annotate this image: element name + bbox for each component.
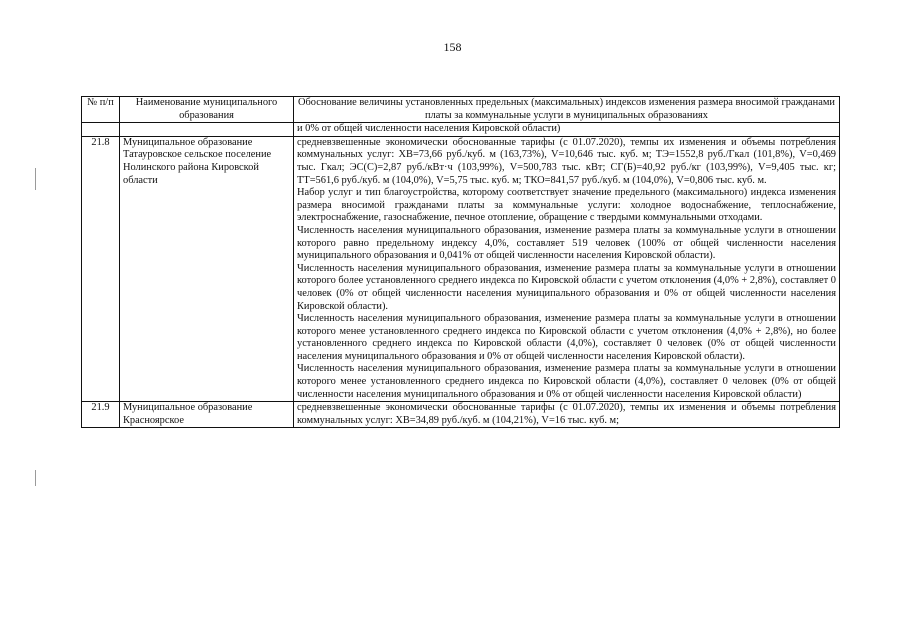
basis-paragraph: Численность населения муниципального образования, изменение размера платы за коммунальные услуги в отношении которого равно предельному индексу 4,0%, составляет 519 человек (100% от общей численности населения муниципального образования и 0,041% от общей численности населения Кировской области). bbox=[297, 224, 836, 262]
header-basis: Обоснование величины установленных предельных (максимальных) индексов изменения размера вносимой гражданами платы за коммунальные услуги в муниципальных образованиях bbox=[294, 97, 840, 123]
header-municipality: Наименование муниципального образования bbox=[120, 97, 294, 123]
row-municipality-name: Муниципальное образование Татауровское сельское поселение Нолинского района Кировской области bbox=[120, 136, 294, 401]
row-number: 21.8 bbox=[82, 136, 120, 401]
table-header-row bbox=[82, 97, 840, 123]
table-row bbox=[82, 402, 840, 428]
continuation-row bbox=[82, 123, 840, 137]
page-number: 158 bbox=[443, 40, 462, 54]
continuation-text: и 0% от общей численности населения Кировской области) bbox=[294, 123, 840, 137]
basis-paragraph: Численность населения муниципального образования, изменение размера платы за коммунальные услуги в отношении которого менее установленного среднего индекса по Кировской области (4,0%), составляет 0 человек (0% от общей численности населения муниципального образования и 0% от общей численности населения Кировской области) bbox=[297, 363, 836, 400]
table-row bbox=[82, 136, 840, 401]
row-basis bbox=[294, 136, 840, 401]
basis-paragraph: Численность населения муниципального образования, изменение размера платы за коммунальные услуги в отношении которого более установленного среднего индекса по Кировской области с учетом отклонения (4,0% + 2,8%), составляет 0 человек (0% от общей численности населения муниципального образования и 0% от общей численности населения Кировской области). bbox=[297, 262, 836, 312]
margin-mark-lower bbox=[35, 470, 36, 486]
tariff-index-table bbox=[81, 96, 840, 428]
basis-paragraph: средневзвешенные экономически обоснованные тарифы (с 01.07.2020), темпы их изменения и объемы потребления коммунальных услуг: ХВ=34,89 руб./куб. м (104,21%), V=16 тыс. куб. м; bbox=[297, 402, 836, 426]
row-number: 21.9 bbox=[82, 402, 120, 428]
continuation-empty-name bbox=[120, 123, 294, 137]
row-municipality-name: Муниципальное образование Красноярское bbox=[120, 402, 294, 428]
margin-mark-upper bbox=[35, 168, 36, 190]
basis-paragraph: средневзвешенные экономически обоснованные тарифы (с 01.07.2020), темпы их изменения и объемы потребления коммунальных услуг: ХВ=73,66 руб./куб. м (163,73%), V=10,646 тыс. куб. м; ТЭ=1552,8 руб./Гкал (101,8%), V=0,469 тыс. Гкал; ЭС(С)=2,87 руб./кВт·ч (103,99%), V=500,783 тыс. кВт; СГ(Б)=40,92 руб./кг (103,99%), V=9,405 тыс. кг; ТТ=561,6 руб./куб. м (104,0%), V=5,75 тыс. куб. м; ТКО=841,57 руб./куб. м (104,0%), V=0,806 тыс. куб. м. bbox=[297, 136, 836, 186]
basis-paragraph: Численность населения муниципального образования, изменение размера платы за коммунальные услуги в отношении которого менее установленного среднего индекса по Кировской области с учетом отклонения (4,0% + 2,8%), но более установленного среднего индекса по Кировской области (4,0%), составляет 0 человек (0% от общей численности населения муниципального образования и 0% от общей численности населения Кировской области). bbox=[297, 313, 836, 362]
continuation-empty-num bbox=[82, 123, 120, 137]
header-number: № п/п bbox=[82, 97, 120, 123]
basis-paragraph: Набор услуг и тип благоустройства, которому соответствует значение предельного (максимального) индекса изменения размера вносимой гражданами платы за коммунальные услуги: холодное водоснабжение, теплоснабжение, электроснабжение, газоснабжение, печное отопление, обращение с твердыми коммунальными отходами. bbox=[297, 187, 836, 224]
row-basis bbox=[294, 402, 840, 428]
